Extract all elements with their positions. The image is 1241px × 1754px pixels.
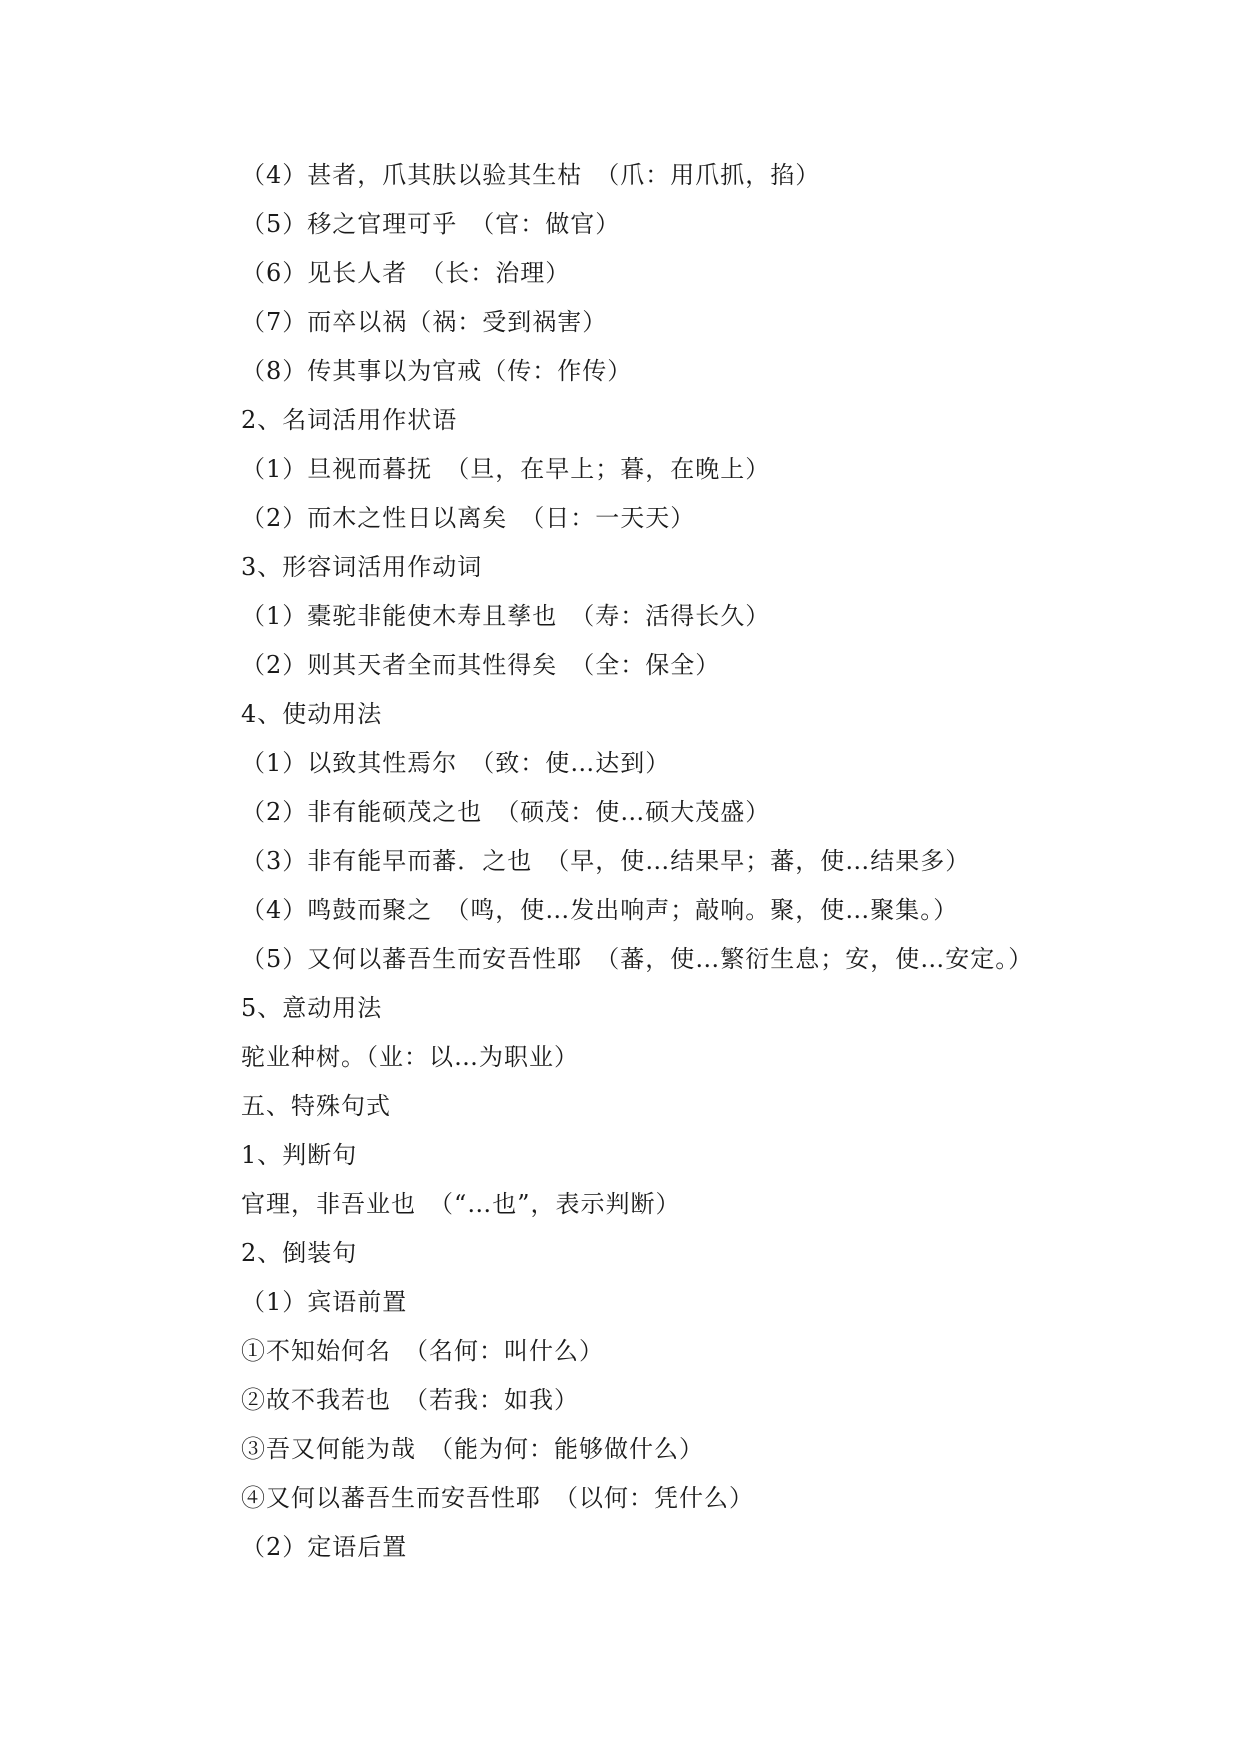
- text-line: ④又何以蕃吾生而安吾性耶 （以何：凭什么）: [241, 1484, 754, 1512]
- text-line: （5）又何以蕃吾生而安吾性耶 （蕃，使…繁衍生息；安，使…安定。）: [241, 945, 1034, 973]
- text-line: （7）而卒以祸（祸：受到祸害）: [241, 308, 608, 336]
- section-heading: 3、形容词活用作动词: [241, 553, 483, 581]
- section-heading: 4、使动用法: [241, 700, 383, 728]
- text-line: （2）则其天者全而其性得矣 （全：保全）: [241, 651, 721, 679]
- text-line: 官理，非吾业也 （“…也”，表示判断）: [241, 1190, 681, 1218]
- text-line: （1）旦视而暮抚 （旦，在早上；暮，在晚上）: [241, 455, 771, 483]
- text-line: ②故不我若也 （若我：如我）: [241, 1386, 579, 1414]
- document-body: [241, 151, 1121, 1572]
- section-heading: 1、判断句: [241, 1141, 358, 1169]
- text-line: ③吾又何能为哉 （能为何：能够做什么）: [241, 1435, 704, 1463]
- section-heading: 2、名词活用作状语: [241, 406, 458, 434]
- text-line: ①不知始何名 （名何：叫什么）: [241, 1337, 604, 1365]
- section-heading: 2、倒装句: [241, 1239, 358, 1267]
- section-heading: 5、意动用法: [241, 994, 383, 1022]
- text-line: （5）移之官理可乎 （官：做官）: [241, 210, 621, 238]
- text-line: （1）以致其性焉尔 （致：使…达到）: [241, 749, 671, 777]
- text-line: （6）见长人者 （长：治理）: [241, 259, 571, 287]
- text-line: （2）非有能硕茂之也 （硕茂：使…硕大茂盛）: [241, 798, 771, 826]
- text-line: （8）传其事以为官戒（传：作传）: [241, 357, 633, 385]
- text-line: （3）非有能早而蕃．之也 （早，使…结果早；蕃，使…结果多）: [241, 847, 971, 875]
- text-line: （2）而木之性日以离矣 （日：一天天）: [241, 504, 696, 532]
- subsection-heading: （1）宾语前置: [241, 1288, 408, 1316]
- text-line: （4）鸣鼓而聚之 （鸣，使…发出响声；敲响。聚，使…聚集。）: [241, 896, 959, 924]
- text-line: （4）甚者，爪其肤以验其生枯 （爪：用爪抓，掐）: [241, 161, 821, 189]
- text-line: 驼业种树。（业：以…为职业）: [241, 1043, 579, 1071]
- chapter-heading: 五、特殊句式: [241, 1092, 391, 1120]
- subsection-heading: （2）定语后置: [241, 1533, 408, 1561]
- text-line: （1）橐驼非能使木寿且孳也 （寿：活得长久）: [241, 602, 771, 630]
